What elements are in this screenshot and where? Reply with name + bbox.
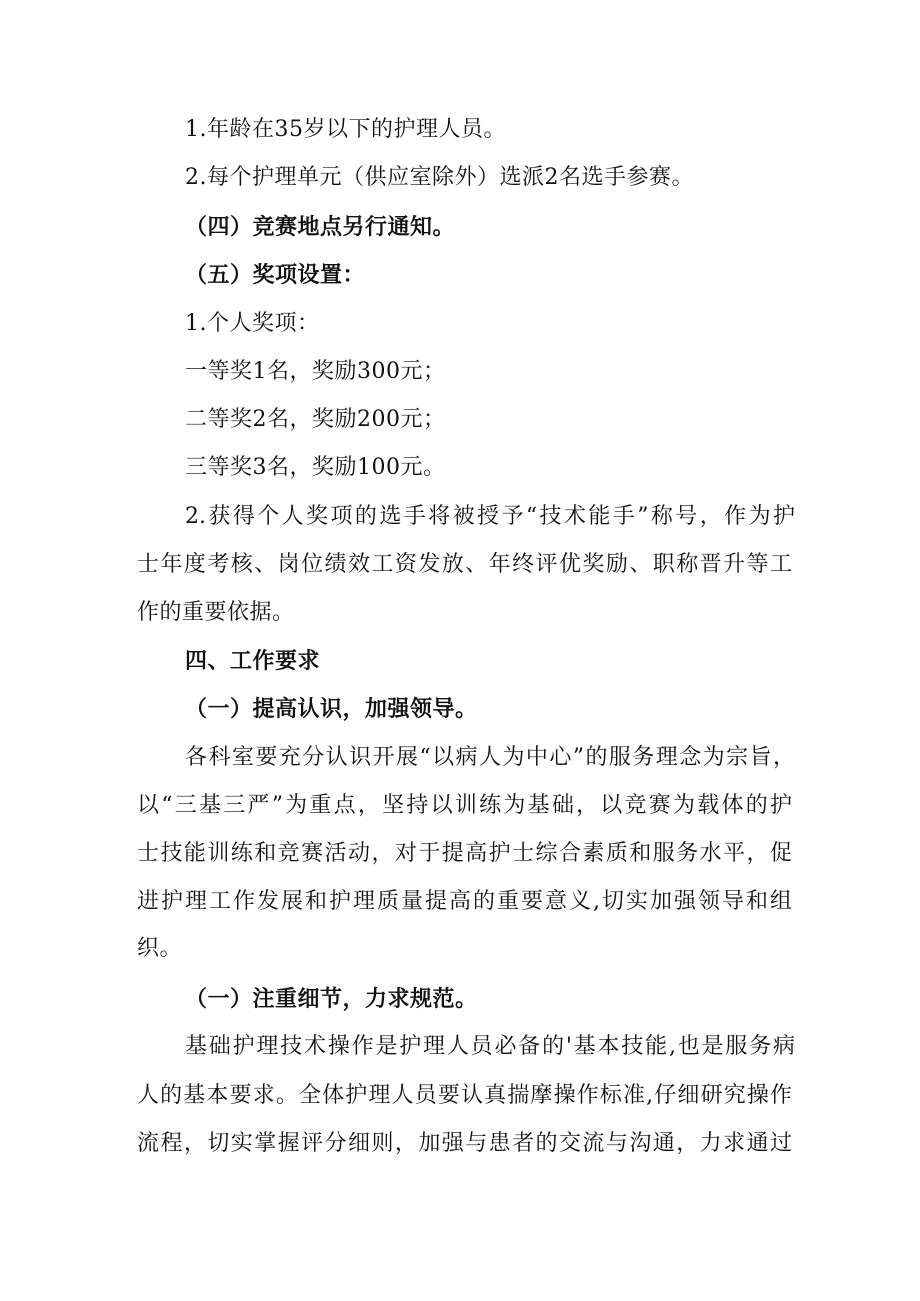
award-second-prize: 二等奖2名，奖励200元； xyxy=(185,407,446,432)
paragraph-awareness-line-5: 织。 xyxy=(137,936,183,961)
paragraph-selection-rule: 2.每个护理单元（供应室除外）选派2名选手参赛。 xyxy=(185,165,694,190)
heading-awards: （五）奖项设置： xyxy=(185,262,366,288)
paragraph-details-line-1: 基础护理技术操作是护理人员必备的'基本技能,也是服务病 xyxy=(185,1034,795,1059)
paragraph-awareness-line-3: 士技能训练和竞赛活动，对于提高护士综合素质和服务水平，促 xyxy=(137,841,792,866)
paragraph-awareness-line-4: 进护理工作发展和护理质量提高的重要意义,切实加强领导和组 xyxy=(137,889,792,914)
paragraph-awareness-line-1: 各科室要充分认识开展“以病人为中心”的服务理念为宗旨， xyxy=(185,745,795,770)
paragraph-title-award-line-3: 作的重要依据。 xyxy=(137,600,295,625)
paragraph-title-award-line-2: 士年度考核、岗位绩效工资发放、年终评优奖励、职称晋升等工 xyxy=(137,552,792,577)
paragraph-details-line-2: 人的基本要求。全体护理人员要认真揣摩操作标准,仔细研究操作 xyxy=(137,1083,792,1108)
heading-awareness-leadership: （一）提高认识，加强领导。 xyxy=(185,696,478,722)
heading-venue: （四）竞赛地点另行通知。 xyxy=(185,214,456,240)
section-heading-work-requirements: 四、工作要求 xyxy=(185,648,321,674)
paragraph-individual-awards: 1.个人奖项： xyxy=(185,311,320,336)
paragraph-title-award-line-1: 2.获得个人奖项的选手将被授予“技术能手”称号，作为护 xyxy=(185,504,795,529)
award-first-prize: 一等奖1名，奖励300元； xyxy=(185,359,446,384)
paragraph-details-line-3: 流程，切实掌握评分细则，加强与患者的交流与沟通，力求通过 xyxy=(137,1131,792,1156)
paragraph-age-requirement: 1.年龄在35岁以下的护理人员。 xyxy=(185,117,506,142)
paragraph-awareness-line-2: 以“三基三严”为重点，坚持以训练为基础，以竞赛为载体的护 xyxy=(137,793,792,818)
heading-details-standards: （一）注重细节，力求规范。 xyxy=(185,986,478,1012)
award-third-prize: 三等奖3名，奖励100元。 xyxy=(185,455,446,480)
